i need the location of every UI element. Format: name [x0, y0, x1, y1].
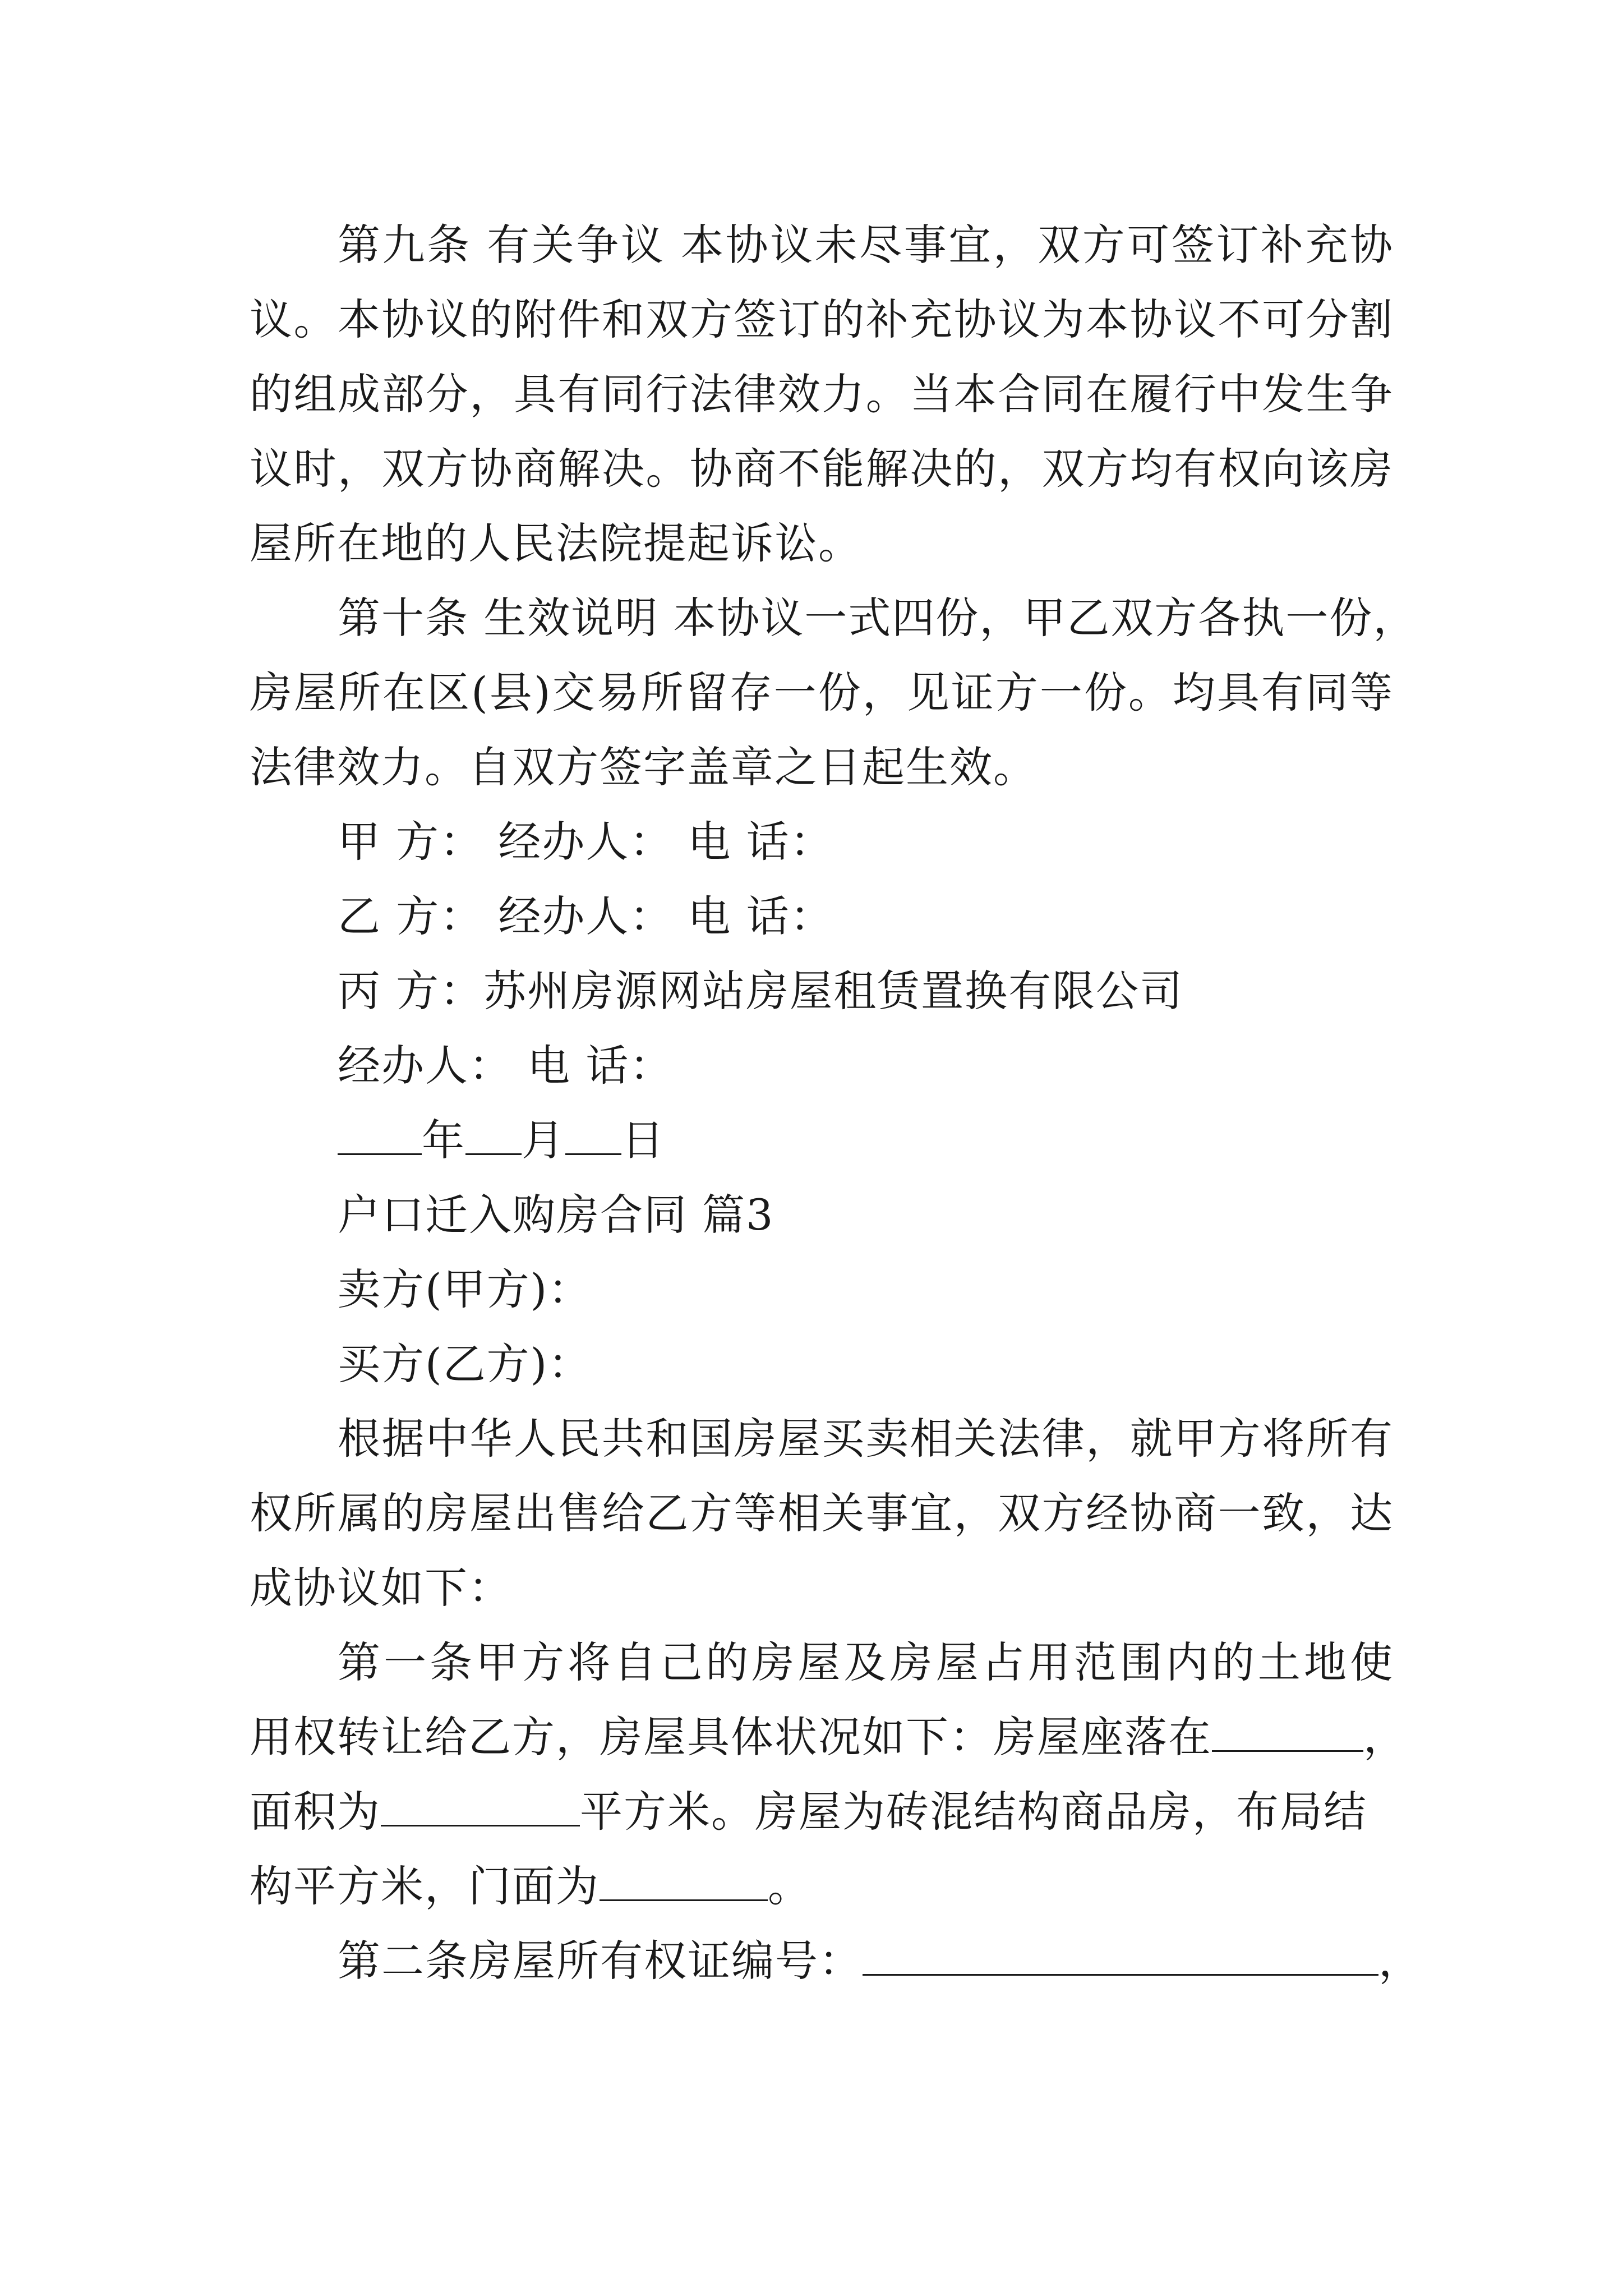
party-a-signature-line: 甲 方： 经办人： 电 话：	[338, 817, 834, 867]
paragraph-line: 的组成部分，具有同行法律效力。当本合同在履行中发生争	[250, 369, 1394, 419]
location-blank	[1212, 1715, 1363, 1752]
paragraph-line: 议时，双方协商解决。协商不能解决的，双方均有权向该房	[250, 444, 1394, 494]
paragraph-line: 权所属的房屋出售给乙方等相关事宜，双方经协商一致，达	[250, 1488, 1394, 1538]
seller-line: 卖方(甲方)：	[338, 1264, 592, 1314]
area-blank	[381, 1790, 580, 1826]
paragraph-line: 第九条 有关争议 本协议未尽事宜，双方可签订补充协	[338, 220, 1394, 270]
paragraph-line: 屋所在地的人民法院提起诉讼。	[250, 518, 862, 568]
paragraph-line: 法律效力。自双方签字盖章之日起生效。	[250, 742, 1037, 792]
storefront-blank	[600, 1865, 768, 1901]
location-label: 用权转让给乙方，房屋具体状况如下：房屋座落在	[250, 1712, 1212, 1762]
party-b-signature-line: 乙 方： 经办人： 电 话：	[338, 891, 834, 941]
certificate-blank	[863, 1939, 1378, 1976]
date-line	[338, 1101, 1482, 1180]
paragraph-line: 第一条甲方将自己的房屋及房屋占用范围内的土地使	[338, 1637, 1394, 1687]
paragraph-line: 第十条 生效说明 本协议一式四份，甲乙双方各执一份，	[338, 593, 1417, 643]
paragraph-line: 成协议如下：	[250, 1563, 512, 1613]
agent-signature-line: 经办人： 电 话：	[338, 1041, 674, 1091]
paragraph-line: 根据中华人民共和国房屋买卖相关法律，就甲方将所有	[338, 1414, 1394, 1464]
year-label: 年	[422, 1115, 465, 1165]
paragraph-line-with-blank	[250, 1847, 1394, 1926]
buyer-line: 买方(乙方)：	[338, 1339, 592, 1389]
month-label: 月	[522, 1115, 565, 1165]
paragraph-line-with-blank	[250, 1698, 1407, 1777]
month-blank	[465, 1119, 522, 1155]
party-c-signature-line: 丙 方：苏州房源网站房屋租赁置换有限公司	[338, 966, 1184, 1016]
period: 。	[768, 1861, 811, 1911]
paragraph-line: 议。本协议的附件和双方签订的补充协议为本协议不可分割	[250, 295, 1394, 344]
comma: ，	[1363, 1712, 1407, 1762]
section-title: 户口迁入购房合同 篇3	[338, 1190, 774, 1240]
comma: ，	[1378, 1936, 1422, 1986]
area-label: 面积为	[250, 1787, 381, 1837]
year-blank	[338, 1119, 422, 1155]
day-blank	[565, 1119, 621, 1155]
paragraph-line: 房屋所在区(县)交易所留存一份，见证方一份。均具有同等	[250, 668, 1394, 717]
paragraph-line-with-blank	[250, 1773, 1394, 1851]
area-tail: 平方米。房屋为砖混结构商品房，布局结	[580, 1787, 1367, 1837]
storefront-label: 构平方米，门面为	[250, 1861, 600, 1911]
certificate-label: 第二条房屋所有权证编号：	[338, 1936, 863, 1986]
day-label: 日	[621, 1115, 665, 1165]
paragraph-line-with-blank	[338, 1922, 1482, 2000]
